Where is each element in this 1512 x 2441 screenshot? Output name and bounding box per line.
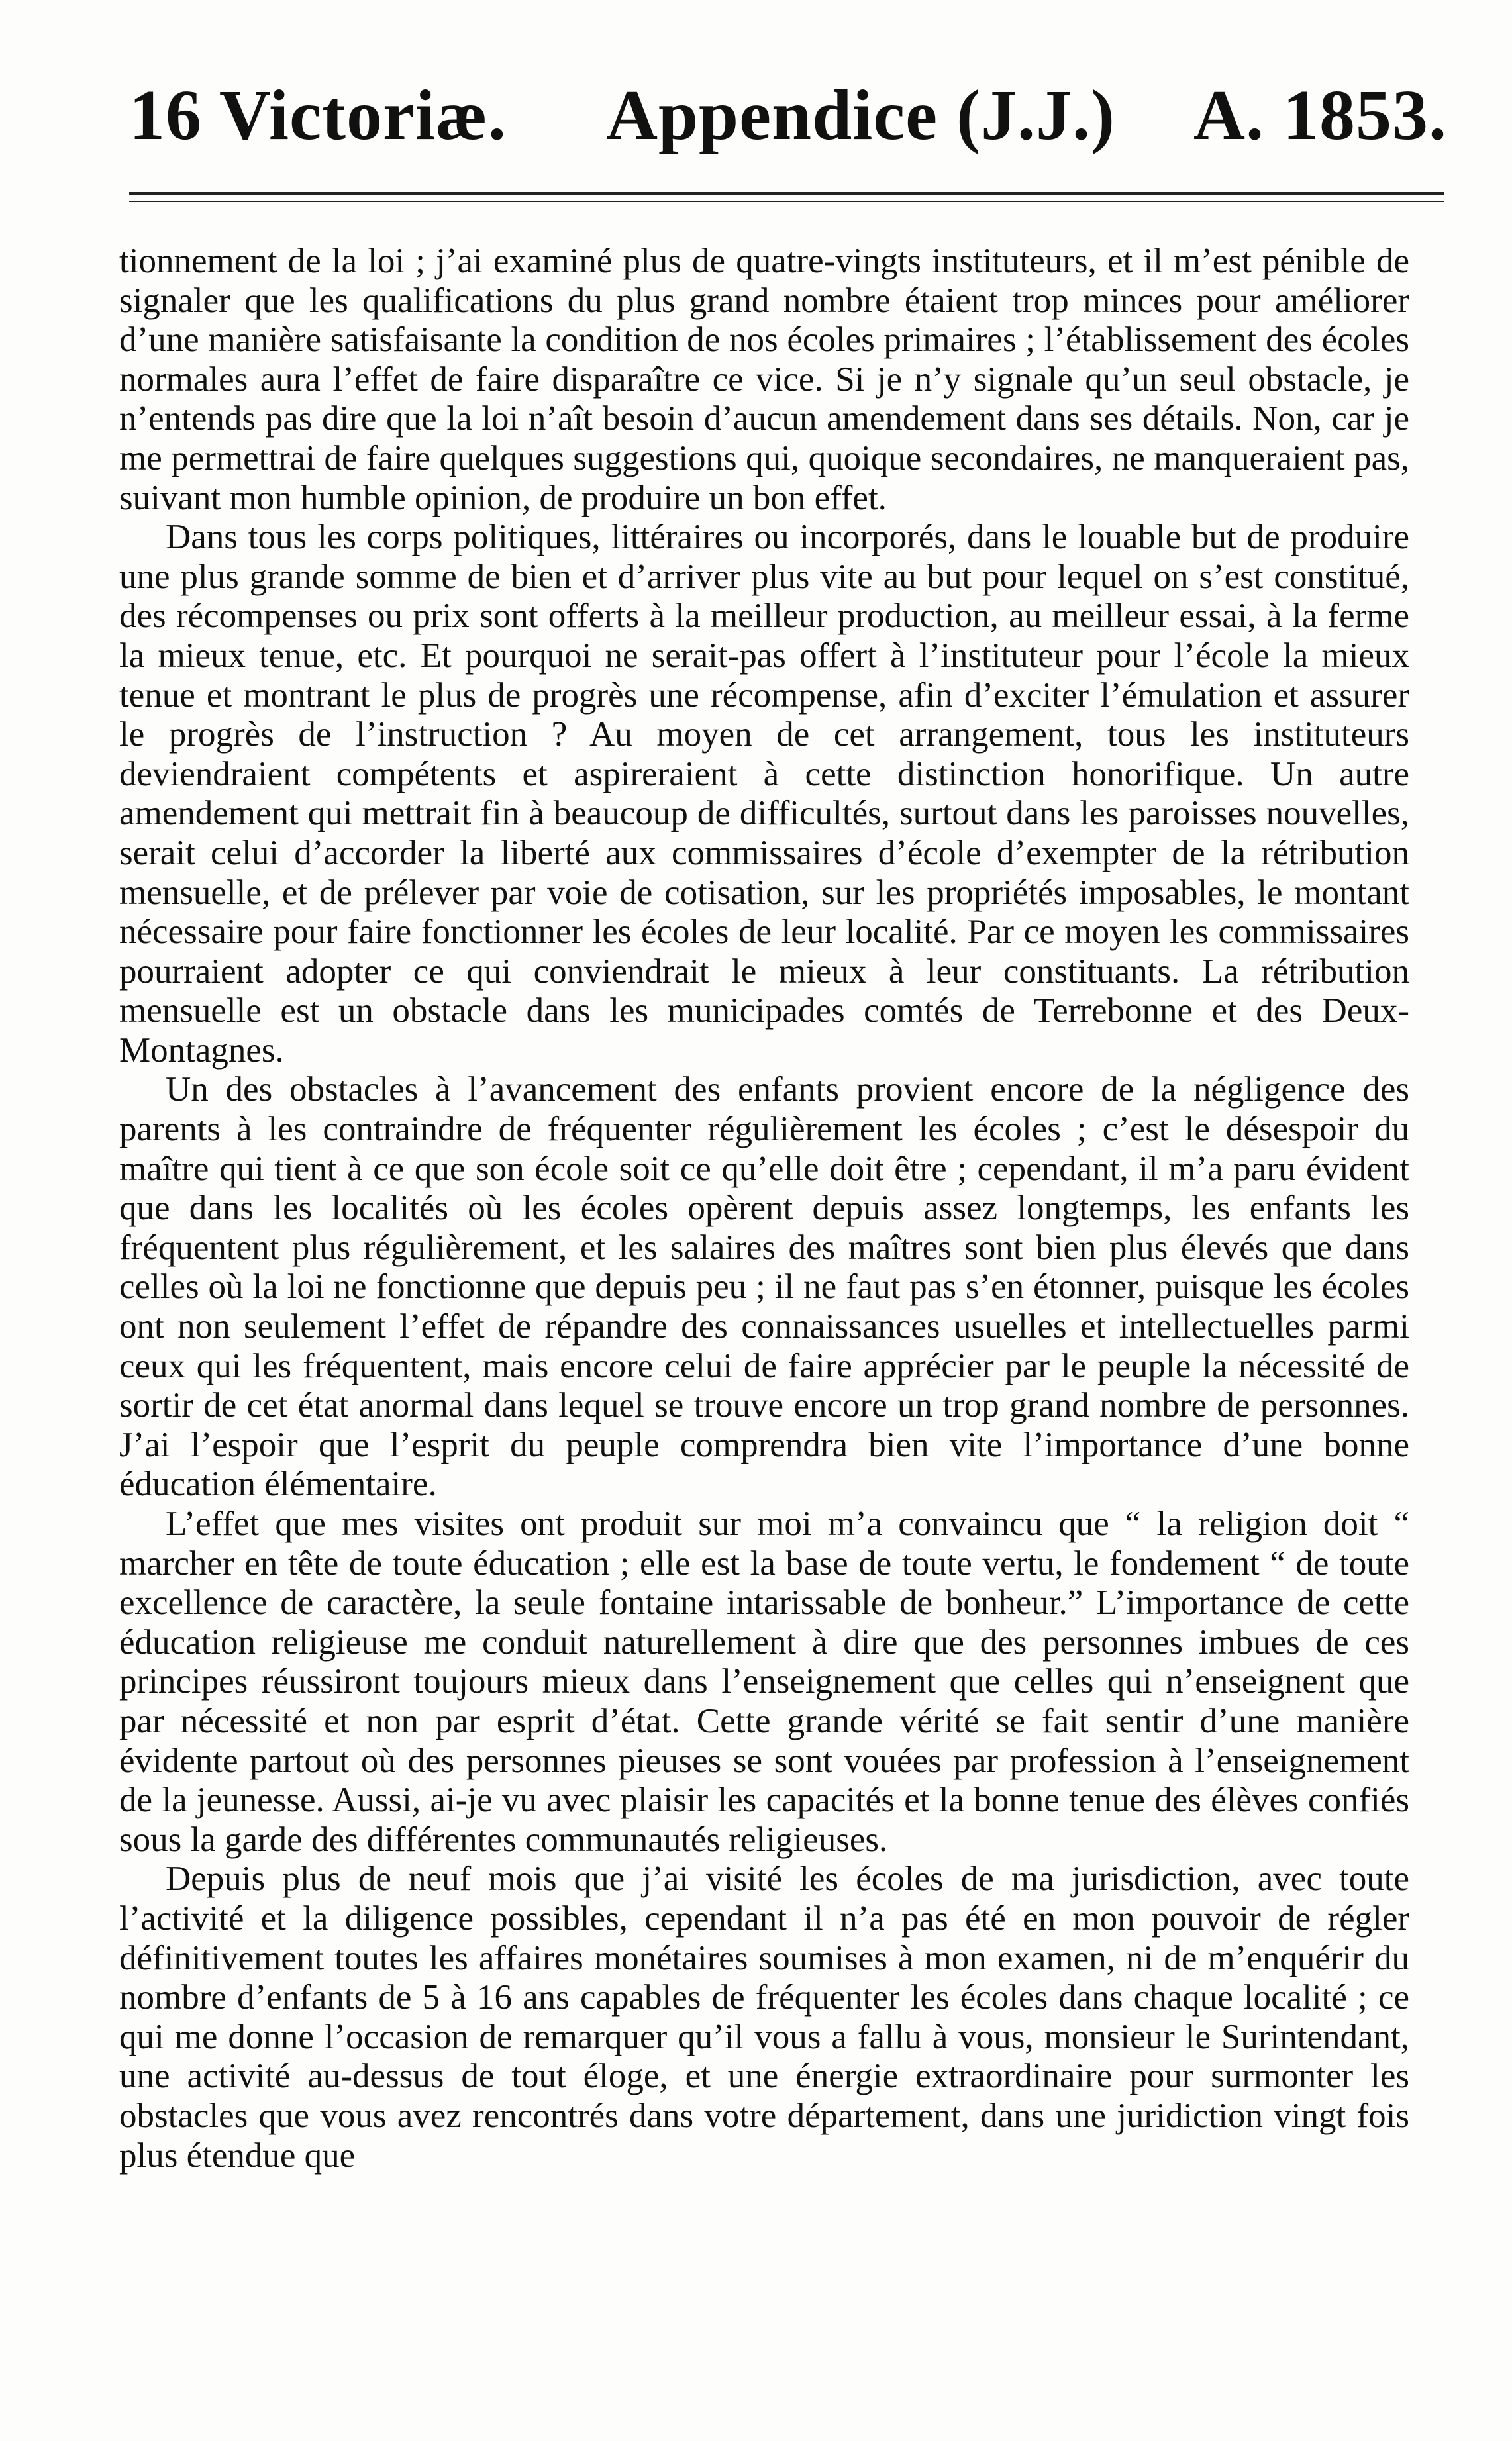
paragraph-3: Un des obstacles à l’avancement des enfants provient encore de la négligence des parents à les contraindre de fréquenter régulièrement les écoles ; c’est le désespoir du maître qui tient à ce que son école soit ce qu’elle doit être ; cependant, il m’a paru évident que dans les localités où les écoles opèrent depuis assez longtemps, les enfants les fréquentent plus régulièrement, et les salaires des maîtres sont bien plus élevés que dans celles où la loi ne fonctionne que depuis peu ; il ne faut pas s’en étonner, puisque les écoles ont non seulement l’effet de répandre des connaissances usuelles et intellectuelles parmi ceux qui les fréquentent, mais encore celui de faire apprécier par le peuple la nécessité de sortir de cet état anormal dans lequel se trouve encore un trop grand nombre de personnes. J’ai l’espoir que l’esprit du peuple comprendra bien vite l’importance d’une bonne éducation élémentaire.	[119, 1070, 1409, 1504]
header-year: A. 1853.	[1193, 76, 1447, 155]
header-appendix: Appendice (J.J.)	[606, 76, 1115, 155]
header-rule-thin	[129, 201, 1444, 202]
paragraph-4: L’effet que mes visites ont produit sur moi m’a convaincu que “ la religion doit “ marcher en tête de toute éducation ; elle est la base de toute vertu, le fondement “ de toute excellence de caractère, la seule fontaine intarissable de bonheur.” L’importance de cette éducation religieuse me conduit naturellement à dire que des personnes imbues de ces principes réussiront toujours mieux dans l’enseignement que celles qui n’enseignent que par nécessité et non par esprit d’état. Cette grande vérité se fait sentir d’une manière évidente partout où des personnes pieuses se sont vouées par profession à l’enseignement de la jeunesse. Aussi, ai-je vu avec plaisir les capacités et la bonne tenue des élèves confiés sous la garde des différentes communautés religieuses.	[119, 1505, 1409, 1859]
body-text	[119, 242, 1409, 2175]
paragraph-2: Dans tous les corps politiques, littéraires ou incorporés, dans le louable but de produire une plus grande somme de bien et d’arriver plus vite au but pour lequel on s’est constitué, des récompenses ou prix sont offerts à la meilleur production, au meilleur essai, à la ferme la mieux tenue, etc. Et pourquoi ne serait-pas offert à l’instituteur pour l’école la mieux tenue et montrant le plus de progrès une récompense, afin d’exciter l’émulation et assurer le progrès de l’instruction ? Au moyen de cet arrangement, tous les instituteurs deviendraient compétents et aspireraient à cette distinction honorifique. Un autre amendement qui mettrait fin à beaucoup de difficultés, surtout dans les paroisses nouvelles, serait celui d’accorder la liberté aux commissaires d’école d’exempter de la rétribution mensuelle, et de prélever par voie de cotisation, sur les propriétés imposables, le montant nécessaire pour faire fonctionner les écoles de leur localité. Par ce moyen les commissaires pourraient adopter ce qui conviendrait le mieux à leur constituants. La rétribution mensuelle est un obstacle dans les municipades comtés de Terrebonne et des Deux-Montagnes.	[119, 518, 1409, 1070]
paragraph-5: Depuis plus de neuf mois que j’ai visité les écoles de ma jurisdiction, avec toute l’activité et la diligence possibles, cependant il n’a pas été en mon pouvoir de régler définitivement toutes les affaires monétaires soumises à mon examen, ni de m’enquérir du nombre d’enfants de 5 à 16 ans capables de fréquenter les écoles dans chaque localité ; ce qui me donne l’occasion de remarquer qu’il vous a fallu à vous, monsieur le Surintendant, une activité au-dessus de tout éloge, et une énergie extraordinaire pour surmonter les obstacles que vous avez rencontrés dans votre département, dans une juridiction vingt fois plus étendue que	[119, 1860, 1409, 2175]
page-header	[129, 73, 1447, 159]
header-rule-thick	[129, 192, 1444, 195]
header-volume: 16 Victoriæ.	[129, 76, 507, 155]
paragraph-1: tionnement de la loi ; j’ai examiné plus de quatre-vingts instituteurs, et il m’est pénible de signaler que les qualifications du plus grand nombre étaient trop minces pour améliorer d’une manière satisfaisante la condition de nos écoles primaires ; l’établissement des écoles normales aura l’effet de faire disparaître ce vice. Si je n’y signale qu’un seul obstacle, je n’entends pas dire que la loi n’aît besoin d’aucun amendement dans ses détails. Non, car je me permettrai de faire quelques suggestions qui, quoique secondaires, ne manqueraient pas, suivant mon humble opinion, de produire un bon effet.	[119, 242, 1409, 517]
